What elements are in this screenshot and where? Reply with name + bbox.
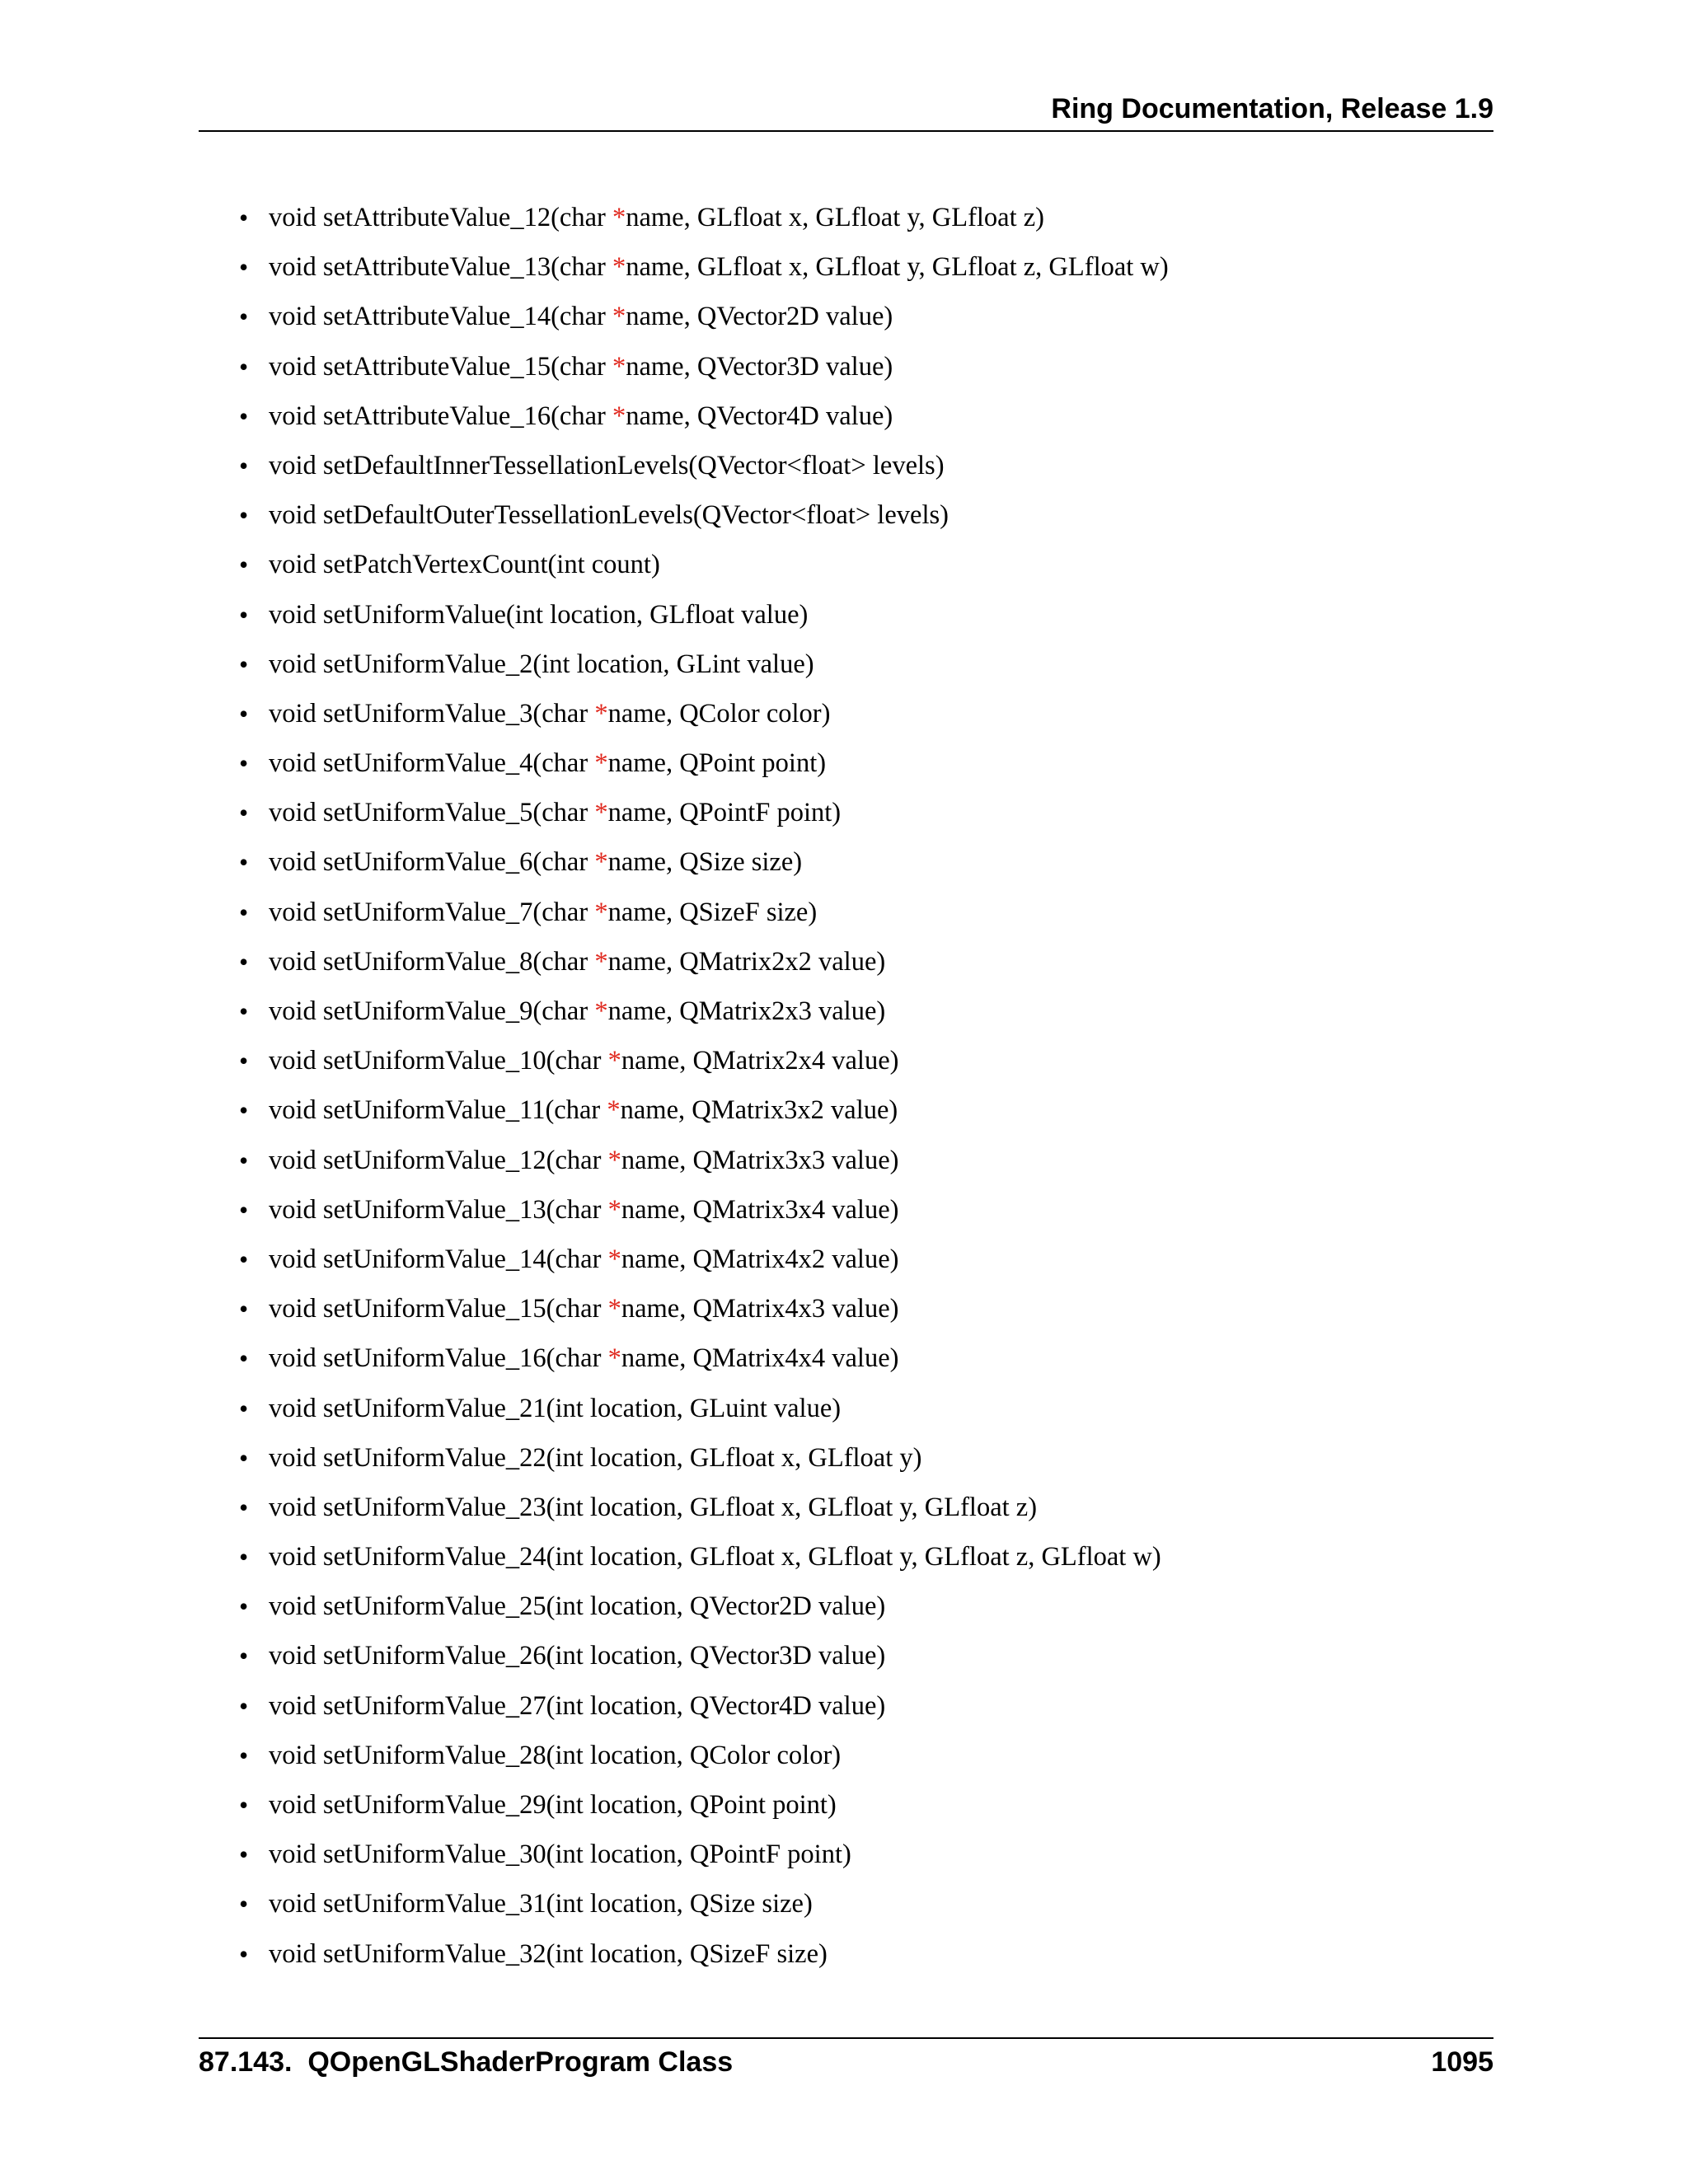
method-signature: void setDefaultOuterTessellationLevels(QVector<float> levels)	[269, 500, 949, 531]
bullet-icon: •	[239, 649, 249, 679]
list-item	[239, 994, 1169, 1043]
list-item	[239, 1540, 1169, 1589]
method-signature: void setUniformValue_8(char	[269, 946, 595, 977]
list-item	[239, 1242, 1169, 1291]
bullet-icon: •	[239, 1046, 249, 1076]
method-signature: void setUniformValue_10(char	[269, 1046, 608, 1076]
method-signature-rest: name, QMatrix3x4 value)	[621, 1194, 899, 1225]
list-item	[239, 1689, 1169, 1738]
bullet-icon: •	[239, 1790, 249, 1820]
pointer-asterisk: *	[607, 1294, 621, 1324]
pointer-asterisk: *	[594, 946, 608, 977]
pointer-asterisk: *	[607, 1145, 621, 1175]
list-item	[239, 1638, 1169, 1688]
list-item	[239, 1886, 1169, 1936]
list-item	[239, 399, 1169, 448]
list-item	[239, 349, 1169, 399]
method-signature-rest: name, QMatrix2x3 value)	[607, 996, 886, 1026]
method-signature-rest: name, QPoint point)	[607, 748, 827, 779]
method-signature: void setAttributeValue_15(char	[269, 351, 612, 382]
list-item	[239, 1143, 1169, 1193]
list-item	[239, 1341, 1169, 1390]
bullet-icon: •	[239, 203, 249, 232]
list-item	[239, 944, 1169, 994]
list-item	[239, 1738, 1169, 1788]
bullet-icon: •	[239, 798, 249, 828]
method-signature: void setUniformValue_4(char	[269, 748, 595, 779]
method-signature: void setUniformValue_31(int location, QSize size)	[269, 1889, 813, 1919]
list-item	[239, 696, 1169, 746]
list-item	[239, 795, 1169, 845]
method-signature-rest: name, GLfloat x, GLfloat y, GLfloat z)	[626, 203, 1044, 232]
bullet-icon: •	[239, 550, 249, 580]
bullet-icon: •	[239, 302, 249, 332]
bullet-icon: •	[239, 1343, 249, 1374]
bullet-icon: •	[239, 1641, 249, 1671]
bullet-icon: •	[239, 252, 249, 283]
bullet-icon: •	[239, 1889, 249, 1919]
document-title: Ring Documentation, Release 1.9	[1051, 93, 1493, 124]
bullet-icon: •	[239, 1194, 249, 1225]
method-signature-rest: name, QMatrix2x2 value)	[607, 946, 886, 977]
pointer-asterisk: *	[594, 897, 608, 927]
pointer-asterisk: *	[594, 847, 608, 878]
list-item	[239, 598, 1169, 647]
method-signature: void setUniformValue_13(char	[269, 1194, 608, 1225]
list-item	[239, 498, 1169, 547]
method-signature: void setUniformValue_25(int location, QVector2D value)	[269, 1591, 886, 1622]
bullet-icon: •	[239, 450, 249, 480]
bullet-icon: •	[239, 946, 249, 977]
method-signature: void setUniformValue_30(int location, QPointF point)	[269, 1840, 851, 1870]
bullet-icon: •	[239, 1095, 249, 1126]
method-signature: void setUniformValue_16(char	[269, 1343, 608, 1374]
pointer-asterisk: *	[612, 252, 626, 283]
list-item	[239, 1193, 1169, 1242]
method-signature: void setAttributeValue_16(char	[269, 401, 612, 431]
bullet-icon: •	[239, 1690, 249, 1721]
list-item	[239, 1391, 1169, 1441]
method-signature: void setUniformValue_5(char	[269, 798, 595, 828]
method-signature: void setUniformValue_24(int location, GLfloat x, GLfloat y, GLfloat z, GLfloat w)	[269, 1542, 1161, 1572]
pointer-asterisk: *	[607, 1046, 621, 1076]
method-signature: void setAttributeValue_12(char	[269, 203, 612, 232]
bullet-icon: •	[239, 401, 249, 431]
method-signature: void setUniformValue_14(char	[269, 1244, 608, 1274]
pointer-asterisk: *	[612, 351, 626, 382]
bullet-icon: •	[239, 847, 249, 878]
pointer-asterisk: *	[607, 1244, 621, 1274]
bullet-icon: •	[239, 996, 249, 1026]
method-signature-rest: name, QVector4D value)	[626, 401, 893, 431]
bullet-icon: •	[239, 1145, 249, 1175]
bullet-icon: •	[239, 748, 249, 779]
list-item	[239, 845, 1169, 894]
method-signature-rest: name, QMatrix3x3 value)	[621, 1145, 899, 1175]
pointer-asterisk: *	[594, 798, 608, 828]
page-header	[199, 89, 1493, 132]
list-item	[239, 547, 1169, 597]
method-signature-rest: name, QPointF point)	[607, 798, 842, 828]
page-footer	[199, 2037, 1493, 2087]
list-item	[239, 1043, 1169, 1093]
method-signature: void setUniformValue(int location, GLfloat value)	[269, 599, 809, 630]
method-signature: void setDefaultInnerTessellationLevels(QVector<float> levels)	[269, 450, 945, 480]
bullet-icon: •	[239, 1393, 249, 1423]
method-signature: void setPatchVertexCount(int count)	[269, 550, 660, 580]
pointer-asterisk: *	[594, 698, 608, 729]
method-signature: void setUniformValue_2(int location, GLint value)	[269, 649, 814, 679]
pointer-asterisk: *	[612, 302, 626, 332]
method-signature-rest: name, QSizeF size)	[607, 897, 818, 927]
method-signature-rest: name, QMatrix4x2 value)	[621, 1244, 899, 1274]
bullet-icon: •	[239, 1840, 249, 1870]
bullet-icon: •	[239, 1442, 249, 1473]
pointer-asterisk: *	[612, 203, 626, 232]
bullet-icon: •	[239, 698, 249, 729]
method-signature-rest: name, QSize size)	[607, 847, 803, 878]
list-item	[239, 1937, 1169, 1986]
list-item	[239, 1291, 1169, 1341]
method-signature: void setUniformValue_29(int location, QPoint point)	[269, 1790, 837, 1820]
method-signature-rest: name, GLfloat x, GLfloat y, GLfloat z, GLfloat w)	[626, 252, 1169, 283]
method-signature-rest: name, QMatrix4x3 value)	[621, 1294, 899, 1324]
pointer-asterisk: *	[607, 1194, 621, 1225]
method-signature: void setUniformValue_26(int location, QVector3D value)	[269, 1641, 886, 1671]
bullet-icon: •	[239, 1492, 249, 1522]
list-item	[239, 448, 1169, 498]
pointer-asterisk: *	[594, 748, 608, 779]
method-signature-rest: name, QMatrix4x4 value)	[621, 1343, 899, 1374]
bullet-icon: •	[239, 1244, 249, 1274]
method-signature: void setUniformValue_15(char	[269, 1294, 608, 1324]
method-signature: void setUniformValue_9(char	[269, 996, 595, 1026]
list-item	[239, 746, 1169, 795]
list-item	[239, 299, 1169, 349]
method-signature: void setUniformValue_22(int location, GLfloat x, GLfloat y)	[269, 1442, 922, 1473]
method-signature-rest: name, QColor color)	[607, 698, 831, 729]
method-signature: void setAttributeValue_14(char	[269, 302, 612, 332]
list-item	[239, 1093, 1169, 1142]
bullet-icon: •	[239, 1591, 249, 1622]
method-signature: void setUniformValue_6(char	[269, 847, 595, 878]
pointer-asterisk: *	[607, 1343, 621, 1374]
list-item	[239, 647, 1169, 696]
bullet-icon: •	[239, 1938, 249, 1969]
list-item	[239, 895, 1169, 944]
method-signature: void setUniformValue_3(char	[269, 698, 595, 729]
bullet-icon: •	[239, 351, 249, 382]
method-list	[239, 200, 1169, 1986]
bullet-icon: •	[239, 1294, 249, 1324]
page-number: 1095	[1431, 2046, 1493, 2078]
method-signature: void setUniformValue_27(int location, QVector4D value)	[269, 1690, 886, 1721]
method-signature-rest: name, QMatrix2x4 value)	[621, 1046, 899, 1076]
method-signature-rest: name, QVector3D value)	[626, 351, 893, 382]
list-item	[239, 1490, 1169, 1540]
list-item	[239, 250, 1169, 299]
bullet-icon: •	[239, 897, 249, 927]
list-item	[239, 1441, 1169, 1490]
bullet-icon: •	[239, 1740, 249, 1770]
bullet-icon: •	[239, 500, 249, 531]
method-signature: void setUniformValue_21(int location, GLuint value)	[269, 1393, 842, 1423]
method-signature: void setUniformValue_23(int location, GLfloat x, GLfloat y, GLfloat z)	[269, 1492, 1038, 1522]
method-signature: void setUniformValue_32(int location, QSizeF size)	[269, 1938, 828, 1969]
method-signature-rest: name, QVector2D value)	[626, 302, 893, 332]
method-signature: void setUniformValue_7(char	[269, 897, 595, 927]
section-title: 87.143. QOpenGLShaderProgram Class	[199, 2046, 734, 2078]
pointer-asterisk: *	[607, 1095, 621, 1126]
method-signature: void setUniformValue_11(char	[269, 1095, 607, 1126]
method-signature: void setUniformValue_28(int location, QColor color)	[269, 1740, 842, 1770]
method-signature: void setUniformValue_12(char	[269, 1145, 608, 1175]
list-item	[239, 1589, 1169, 1638]
method-signature: void setAttributeValue_13(char	[269, 252, 612, 283]
pointer-asterisk: *	[594, 996, 608, 1026]
list-item	[239, 1837, 1169, 1886]
pointer-asterisk: *	[612, 401, 626, 431]
list-item	[239, 200, 1169, 250]
bullet-icon: •	[239, 1542, 249, 1572]
bullet-icon: •	[239, 599, 249, 630]
list-item	[239, 1788, 1169, 1837]
method-signature-rest: name, QMatrix3x2 value)	[620, 1095, 898, 1126]
